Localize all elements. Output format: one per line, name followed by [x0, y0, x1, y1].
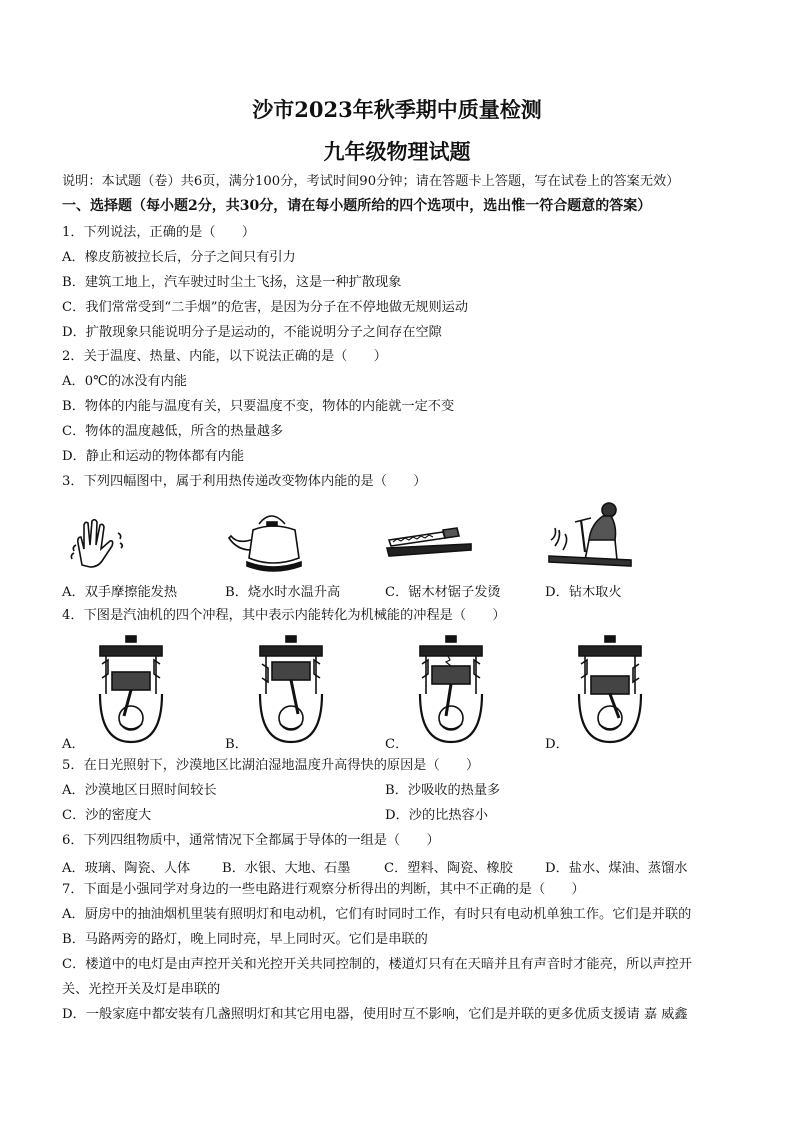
rubbing-hands-figure [68, 515, 128, 573]
question-6-option-c: C．塑料、陶瓷、橡胶 [384, 861, 513, 876]
question-5-option-c: C．沙的密度大 [62, 808, 152, 823]
question-2-option-b: B．物体的内能与温度有关，只要温度不变，物体的内能就一定不变 [62, 399, 455, 414]
question-7-stem: 7．下面是小强同学对身边的一些电路进行观察分析得出的判断，其中不正确的是（ ） [62, 882, 585, 897]
engine-stroke-b-figure [256, 634, 326, 744]
question-4-option-c: C． [385, 737, 409, 752]
question-4-option-d: D． [545, 737, 569, 752]
question-7-option-a: A．厨房中的抽油烟机里装有照明灯和电动机，它们有时同时工作，有时只有电动机单独工作。它们是并联的 [62, 907, 692, 922]
question-2-option-c: C．物体的温度越低，所含的热量越多 [62, 424, 284, 439]
question-5-option-b: B．沙吸收的热量多 [385, 783, 501, 798]
question-3-option-d: D．钻木取火 [545, 585, 622, 600]
question-7-option-d: D．一般家庭中都安装有几盏照明灯和其它用电器，使用时互不影响，它们是并联的更多优质支援请 嘉 威鑫 [62, 1007, 688, 1022]
page-subtitle: 九年级物理试题 [323, 139, 471, 164]
exam-note: 说明：本试题（卷）共6页，满分100分，考试时间90分钟；请在答题卡上答题，写在试卷上的答案无效） [62, 174, 680, 189]
question-5-stem: 5．在日光照射下，沙漠地区比湖泊湿地温度升高得快的原因是（ ） [62, 758, 480, 773]
question-7-option-b: B．马路两旁的路灯，晚上同时亮，早上同时灭。它们是串联的 [62, 932, 428, 947]
kettle-figure [225, 506, 317, 576]
question-1-option-d: D．扩散现象只能说明分子是运动的，不能说明分子之间存在空隙 [62, 325, 442, 340]
question-3-option-c: C．锯木材锯子发烫 [385, 585, 501, 600]
section-heading: 一、选择题（每小题2分，共30分，请在每小题所给的四个选项中，选出惟一符合题意的答案） [62, 198, 652, 214]
drilling-fire-figure [545, 500, 635, 570]
question-6-option-a: A．玻璃、陶瓷、人体 [62, 861, 191, 876]
question-7-option-c-line1: C．楼道中的电灯是由声控开关和光控开关共同控制的，楼道灯只有在天暗并且有声音时才能亮，所以声控开 [62, 957, 692, 972]
saw-figure [383, 520, 475, 560]
engine-stroke-d-figure [575, 634, 645, 744]
question-4-stem: 4．下图是汽油机的四个冲程，其中表示内能转化为机械能的冲程是（ ） [62, 608, 506, 623]
page-title: 沙市2023年秋季期中质量检测 [252, 97, 542, 122]
question-6-stem: 6．下列四组物质中，通常情况下全都属于导体的一组是（ ） [62, 833, 440, 848]
question-2-option-d: D．静止和运动的物体都有内能 [62, 449, 245, 464]
question-1-option-b: B．建筑工地上，汽车驶过时尘土飞扬，这是一种扩散现象 [62, 275, 402, 290]
question-1-option-a: A．橡皮筋被拉长后，分子之间只有引力 [62, 250, 296, 265]
question-3-option-b: B．烧水时水温升高 [225, 585, 341, 600]
question-3-stem: 3．下列四幅图中，属于利用热传递改变物体内能的是（ ） [62, 474, 427, 489]
engine-stroke-c-figure [416, 634, 486, 744]
question-4-option-b: B． [225, 737, 248, 752]
question-5-option-d: D．沙的比热容小 [385, 808, 488, 823]
question-6-option-b: B．水银、大地、石墨 [222, 861, 351, 876]
engine-stroke-a-figure [96, 634, 166, 744]
question-1-option-c: C．我们常常受到“二手烟”的危害，是因为分子在不停地做无规则运动 [62, 300, 469, 315]
question-2-stem: 2．关于温度、热量、内能，以下说法正确的是（ ） [62, 349, 387, 364]
question-1-stem: 1．下列说法，正确的是（ ） [62, 225, 256, 240]
question-2-option-a: A．0℃的冰没有内能 [62, 374, 187, 389]
question-5-option-a: A．沙漠地区日照时间较长 [62, 783, 217, 798]
question-7-option-c-line2: 关、光控开关及灯是串联的 [62, 982, 221, 997]
question-4-option-a: A． [62, 737, 85, 752]
question-6-option-d: D．盐水、煤油、蒸馏水 [545, 861, 688, 876]
question-3-option-a: A．双手摩擦能发热 [62, 585, 178, 600]
